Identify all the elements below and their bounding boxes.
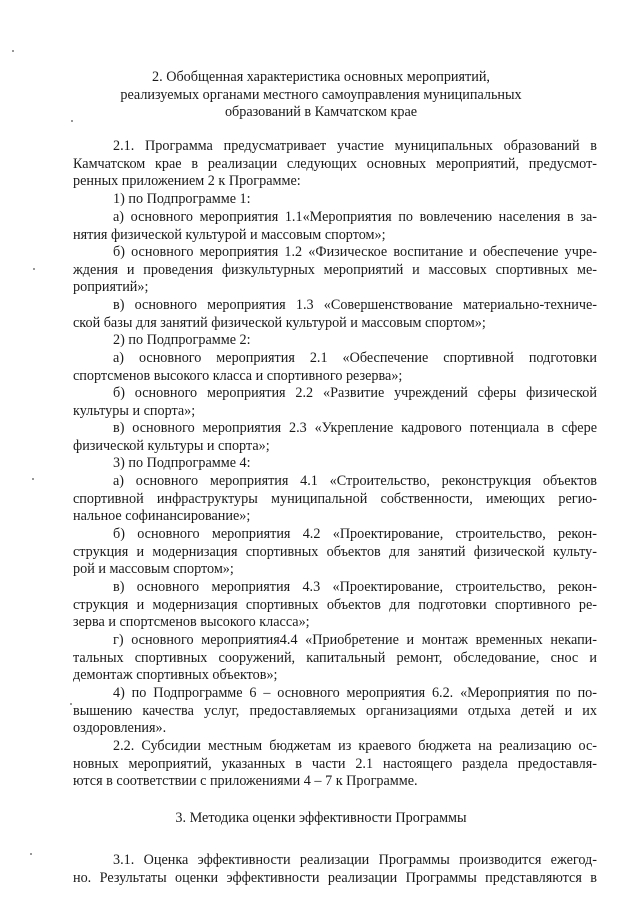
text-line: струкция и модернизация спортивных объектов для подготовки спортивного ре- [73, 596, 597, 613]
heading-line: образований в Камчатском крае [224, 104, 418, 120]
text-line: а) основного мероприятия 2.1 «Обеспечение спортивной подготовки [113, 350, 597, 366]
section-3-heading [72, 810, 570, 828]
item-4-3 [73, 579, 597, 632]
text-line: спортивной инфраструктуры муниципальной собственности, имеющих регио- [73, 490, 597, 507]
heading-line: 2. Обобщенная характеристика основных мероприятий, [152, 69, 490, 85]
text-line: ренных приложением 2 к Программе: [73, 173, 301, 190]
scan-speck [70, 703, 72, 705]
text-line: 1) по Подпрограмме 1: [113, 191, 251, 207]
text-line: зерва и спортсменов высокого класса»; [73, 614, 310, 631]
text-line: 3) по Подпрограмме 4: [113, 455, 251, 471]
text-line: ждения и проведения физкультурных мероприятий и массовых спортивных ме- [73, 261, 597, 278]
text-line: оздоровления». [73, 720, 167, 737]
text-line: роприятий»; [73, 279, 149, 296]
text-line: но. Результаты оценки эффективности реализации Программы представляются в [73, 869, 597, 886]
text-line: тальных спортивных сооружений, капитальный ремонт, обследование, снос и [73, 649, 597, 666]
text-line: Камчатском крае в реализации следующих основных мероприятий, предусмот- [73, 155, 597, 172]
text-line: спортсменов высокого класса и спортивного резерва»; [73, 367, 403, 384]
item-4-1 [73, 473, 597, 526]
scan-speck [12, 50, 14, 52]
item-2-3 [73, 420, 597, 455]
paragraph-2-1 [73, 138, 597, 191]
text-line: в) основного мероприятия 4.3 «Проектирование, строительство, рекон- [113, 579, 597, 595]
item-1-2 [73, 244, 597, 297]
text-line: г) основного мероприятия4.4 «Приобретение и монтаж временных некапи- [113, 632, 597, 648]
item-1-1 [73, 209, 597, 244]
text-line: в) основного мероприятия 2.3 «Укрепление кадрового потенциала в сфере [113, 420, 597, 436]
text-line: ской базы для занятий физической культурой и массовым спортом»; [73, 314, 486, 331]
heading-line: 3. Методика оценки эффективности Программы [175, 810, 467, 826]
item-4-4 [73, 632, 597, 685]
item-1-3 [73, 297, 597, 332]
item-2-1 [73, 350, 597, 385]
section-2-heading [72, 69, 570, 122]
text-line: 2.1. Программа предусматривает участие муниципальных образований в [113, 138, 597, 154]
item-2-2 [73, 385, 597, 420]
scan-speck [30, 853, 32, 855]
text-line: в) основного мероприятия 1.3 «Совершенствование материально-техниче- [113, 297, 597, 313]
text-line: 3.1. Оценка эффективности реализации Программы производится ежегод- [113, 852, 597, 868]
item-4-2 [73, 526, 597, 579]
text-line: струкция и модернизация спортивных объектов для занятий физической культу- [73, 543, 597, 560]
scan-speck [32, 478, 34, 480]
text-line: 2.2. Субсидии местным бюджетам из краевого бюджета на реализацию ос- [113, 738, 597, 754]
subprogram-1-label [73, 191, 597, 209]
item-6-2 [73, 685, 597, 738]
scan-speck [71, 120, 73, 122]
text-line: а) основного мероприятия 4.1 «Строительство, реконструкция объектов [113, 473, 597, 489]
text-line: б) основного мероприятия 2.2 «Развитие учреждений сферы физической [113, 385, 597, 401]
text-line: новных мероприятий, указанных в части 2.1 настоящего раздела предоставля- [73, 755, 597, 772]
paragraph-3-1 [73, 852, 597, 887]
text-line: вышению качества услуг, предоставляемых организациями отдыха детей и их [73, 702, 597, 719]
text-line: нальное софинансирование»; [73, 508, 251, 525]
scan-speck [33, 268, 35, 270]
subprogram-4-label [73, 455, 597, 473]
text-line: культуры и спорта»; [73, 402, 196, 419]
heading-line: реализуемых органами местного самоуправления муниципальных [120, 86, 522, 103]
text-line: б) основного мероприятия 4.2 «Проектирование, строительство, рекон- [113, 526, 597, 542]
text-line: ются в соответствии с приложениями 4 – 7 к Программе. [73, 773, 418, 790]
text-line: 2) по Подпрограмме 2: [113, 332, 251, 348]
text-line: б) основного мероприятия 1.2 «Физическое воспитание и обеспечение учре- [113, 244, 597, 260]
text-line: рой и массовым спортом»; [73, 561, 234, 578]
subprogram-2-label [73, 332, 597, 350]
paragraph-2-2 [73, 738, 597, 791]
text-line: демонтаж спортивных объектов»; [73, 667, 278, 684]
text-line: а) основного мероприятия 1.1«Мероприятия по вовлечению населения в за- [113, 209, 597, 225]
text-line: 4) по Подпрограмме 6 – основного мероприятия 6.2. «Мероприятия по по- [113, 685, 597, 701]
text-line: нятия физической культурой и массовым спортом»; [73, 226, 386, 243]
text-line: физической культуры и спорта»; [73, 437, 270, 454]
